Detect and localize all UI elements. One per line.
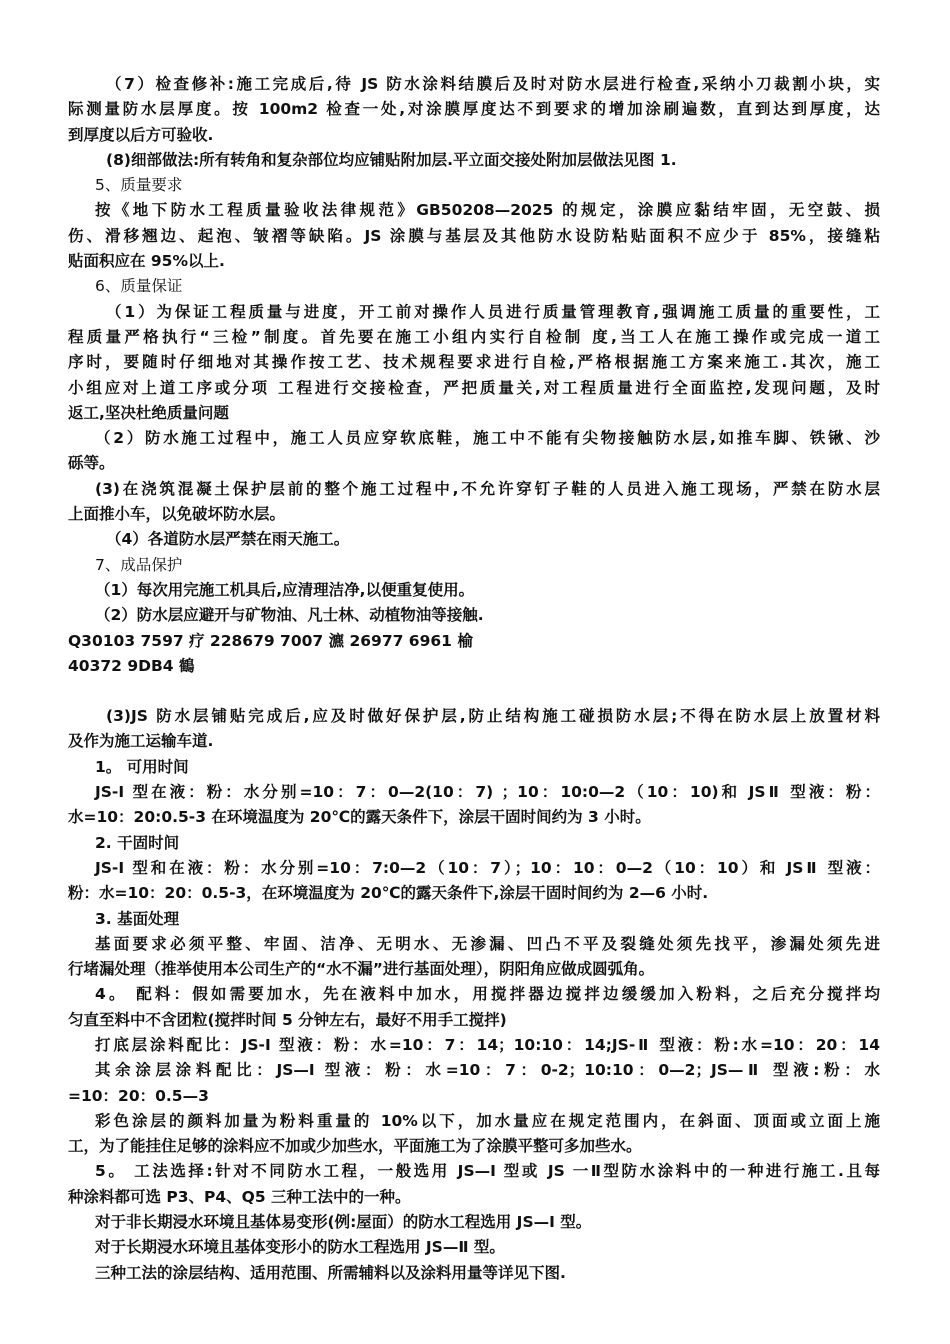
text-line: 返工,坚决杜绝质量问题 <box>68 403 229 422</box>
text-line: （4）各道防水层严禁在雨天施工。 <box>106 530 350 549</box>
text-line: （1）每次用完施工机具后,应清理洁净,以便重复使用。 <box>95 580 475 599</box>
text-line: 4。 配料：假如需要加水，先在液料中加水，用搅拌器边搅拌边缓缓加入粉料，之后充分搅拌均 <box>95 985 880 1004</box>
text-line: 伤、滑移翘边、起泡、皱褶等缺陷。JS 涂膜与基层及其他防水设防粘贴面积不应少于 85%，接缝粘 <box>68 226 880 245</box>
text-line: （7）检查修补:施工完成后,待 JS 防水涂料结膜后及时对防水层进行检查,采纳小刀裁割小块，实 <box>106 75 880 93</box>
text-line: 2. 干固时间 <box>95 833 180 852</box>
document-body <box>68 72 880 1286</box>
text-line: 及作为施工运输车道. <box>68 732 214 751</box>
text-line: （2）防水层应避开与矿物油、凡士林、动植物油等接触. <box>95 606 484 625</box>
text-line: Q30103 7597 疗 228679 7007 瀌 26977 6961 榆 <box>68 631 473 650</box>
text-line: 种涂料都可选 P3、P4、Q5 三种工法中的一种。 <box>68 1187 411 1206</box>
text-line: 对于非长期浸水环境且基体易变形(例:屋面）的防水工程选用 JS—I 型。 <box>95 1213 592 1232</box>
text-line: 际测量防水层厚度。按 100m2 检查一处,对涂膜厚度达不到要求的增加涂刷遍数，直到达到厚度，达 <box>68 100 880 119</box>
text-line: 行堵漏处理（推举使用本公司生产的“水不漏”进行基面处理），阴阳角应做成圆弧角。 <box>68 960 655 979</box>
text-line: 打底层涂料配比：JS-I 型液：粉：水=10：7：14；10:10：14;JS-Ⅱ 型液：粉:水=10：20：14 <box>95 1035 880 1054</box>
section-heading: 5、质量要求 <box>95 176 183 195</box>
text-line: （1）为保证工程质量与进度，开工前对操作人员进行质量管理教育,强调施工质量的重要性，工 <box>106 302 880 321</box>
text-line: 三种工法的涂层结构、适用范围、所需辅料以及涂料用量等详见下图. <box>95 1263 566 1282</box>
text-line: (3)JS 防水层铺贴完成后,应及时做好保护层,防止结构施工碰损防水层;不得在防水层上放置材料 <box>106 707 880 726</box>
text-line: 工，为了能挂住足够的涂料应不加或少加些水，平面施工为了涂膜平整可多加些水。 <box>68 1137 642 1156</box>
text-line: 40372 9DB4 鶴 <box>68 656 195 675</box>
text-line: 小组应对上道工序或分项 工程进行交接检查，严把质量关,对工程质量进行全面监控,发现问题，及时 <box>68 378 880 397</box>
text-line: (3)在浇筑混凝土保护层前的整个施工过程中,不允许穿钉子鞋的人员进入施工现场，严禁在防水层 <box>95 479 880 498</box>
text-line: 基面要求必须平整、牢固、洁净、无明水、无渗漏、凹凸不平及裂缝处须先找平，渗漏处须先进 <box>95 934 880 953</box>
blank-line <box>68 679 880 704</box>
text-line: 匀直至料中不含团粒(搅拌时间 5 分钟左右，最好不用手工搅拌) <box>68 1010 507 1029</box>
text-line: 粉：水=10：20：0.5-3，在环境温度为 20℃的露天条件下,涂层干固时间约为 2—6 小时. <box>68 884 709 903</box>
text-line: (8)细部做法:所有转角和复杂部位均应铺贴附加层.平立面交接处附加层做法见图 1. <box>106 150 677 169</box>
text-line: JS-I 型在液：粉：水分别=10：7：0—2(10：7) ；10：10:0—2（10：10)和 JSⅡ 型液：粉： <box>95 783 880 802</box>
text-line: 彩色涂层的颜料加量为粉料重量的 10%以下，加水量应在规定范围内，在斜面、顶面或立面上施 <box>95 1111 880 1130</box>
text-line: 其余涂层涂料配比：JS—I 型液：粉：水=10：7：0-2；10:10：0—2；JS—Ⅱ 型液:粉：水 <box>95 1061 880 1080</box>
text-line: 5。 工法选择:针对不同防水工程，一般选用 JS—I 型或 JS 一Ⅱ型防水涂料中的一种进行施工.且每 <box>95 1162 880 1181</box>
text-line: 水=10：20:0.5-3 在环境温度为 20℃的露天条件下，涂层干固时间约为 3 小时。 <box>68 808 651 827</box>
text-line: 对于长期浸水环境且基体变形小的防水工程选用 JS—Ⅱ 型。 <box>95 1238 505 1257</box>
text-line: 按《地下防水工程质量验收法律规范》GB50208—2025 的规定，涂膜应黏结牢固，无空鼓、损 <box>95 201 880 220</box>
text-line: 3. 基面处理 <box>95 909 180 928</box>
text-line: =10：20：0.5—3 <box>68 1086 209 1105</box>
text-line: JS-I 型和在液：粉：水分别=10：7:0—2（10：7）；10：10：0—2（10：10）和 JSⅡ 型液： <box>95 858 880 877</box>
text-line: 贴面积应在 95%以上. <box>68 252 225 271</box>
text-line: 到厚度以后方可验收. <box>68 125 214 144</box>
text-line: 程质量严格执行“三检”制度。首先要在施工小组内实行自检制 度,当工人在施工操作或完成一道工 <box>68 327 880 346</box>
text-line: 1。 可用时间 <box>95 757 189 776</box>
text-line: （2）防水施工过程中，施工人员应穿软底鞋，施工中不能有尖物接触防水层,如推车脚、铁锹、沙 <box>95 429 880 448</box>
section-heading: 6、质量保证 <box>95 277 183 296</box>
text-line: 序时，要随时仔细地对其操作按工艺、技术规程要求进行自检,严格根据施工方案来施工.其次，施工 <box>68 353 880 372</box>
text-line: 上面推小车，以免破坏防水层。 <box>68 505 286 524</box>
section-heading: 7、成品保护 <box>95 555 183 574</box>
text-line: 砾等。 <box>68 454 115 473</box>
